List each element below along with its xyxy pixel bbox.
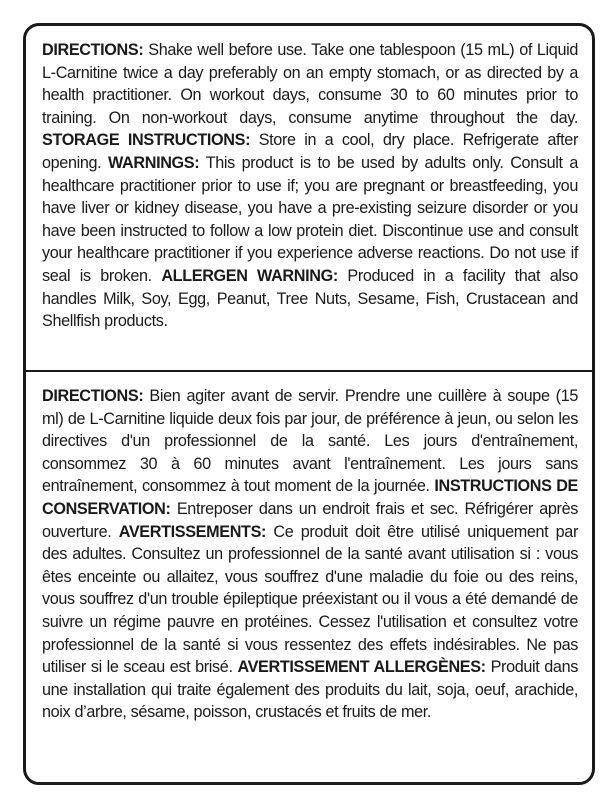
storage-heading: STORAGE INSTRUCTIONS:	[42, 131, 251, 150]
french-section	[42, 385, 578, 724]
directions-heading-fr: DIRECTIONS:	[42, 387, 144, 405]
storage-text-fr: Entreposer dans un endroit frais et sec. Réfrigérer après ouverture.	[42, 499, 578, 541]
directions-text-fr: Bien agiter avant de servir. Prendre une cuillère à soupe (15 ml) de L-Carnitine liquide deux fois par jour, de préférence à jeun, ou selon les directives d'un professionnel de la santé. Les jours d'entraînement, consommez 30 à 60 minutes avant l'entraînement. Les jours sans entraînement, consommez à tout moment de la journée.	[42, 387, 578, 496]
directions-heading: DIRECTIONS:	[42, 41, 144, 59]
warnings-heading-fr: AVERTISSEMENTS:	[118, 522, 267, 541]
warnings-heading: WARNINGS:	[108, 153, 200, 172]
storage-text: Store in a cool, dry place. Refrigerate after opening.	[42, 131, 579, 172]
directions-text: Shake well before use. Take one tablespoon (15 mL) of Liquid L-Carnitine twice a day preferably on an empty stomach, or as directed by a health practitioner. On workout days, consume 30 to 60 minutes prior to training. On non-workout days, consume anytime throughout the day.	[42, 41, 578, 127]
allergen-text: Produced in a facility that also handles Milk, Soy, Egg, Peanut, Tree Nuts, Sesame, Fish, Crustacean and Shellfish products.	[42, 266, 578, 331]
allergen-heading-fr: AVERTISSEMENT ALLERGÈNES:	[237, 658, 486, 677]
label-panel	[23, 23, 595, 785]
warnings-text-fr: Ce produit doit être utilisé uniquement par des adultes. Consultez un professionnel de la santé avant utilisation si : vous êtes enceinte ou allaitez, vous souffrez d'une maladie du foie ou des reins, vous souffrez d'un trouble épileptique préexistant ou il vous a été demandé de suivre un régime pauvre en protéines. Cessez l'utilisation et consultez votre professionnel de la santé si vous ressentez des effets indésirables. Ne pas utiliser si le sceau est brisé.	[42, 522, 578, 677]
english-section	[42, 39, 578, 333]
allergen-text-fr: Produit dans une installation qui traite également des produits du lait, soja, oeuf, arachide, noix d’arbre, sésame, poisson, crustacés et fruits de mer.	[42, 658, 578, 722]
warnings-text: This product is to be used by adults only. Consult a healthcare practitioner prior to use if; you are pregnant or breastfeeding, you have liver or kidney disease, you have a pre-existing seizure disorder or you have been instructed to follow a low protein diet. Discontinue use and consult your healthcare practitioner if you experience adverse reactions. Do not use if seal is broken.	[42, 153, 578, 285]
storage-heading-fr: INSTRUCTIONS DE CONSERVATION:	[42, 477, 578, 518]
allergen-heading: ALLERGEN WARNING:	[161, 266, 338, 285]
section-divider	[26, 370, 592, 372]
